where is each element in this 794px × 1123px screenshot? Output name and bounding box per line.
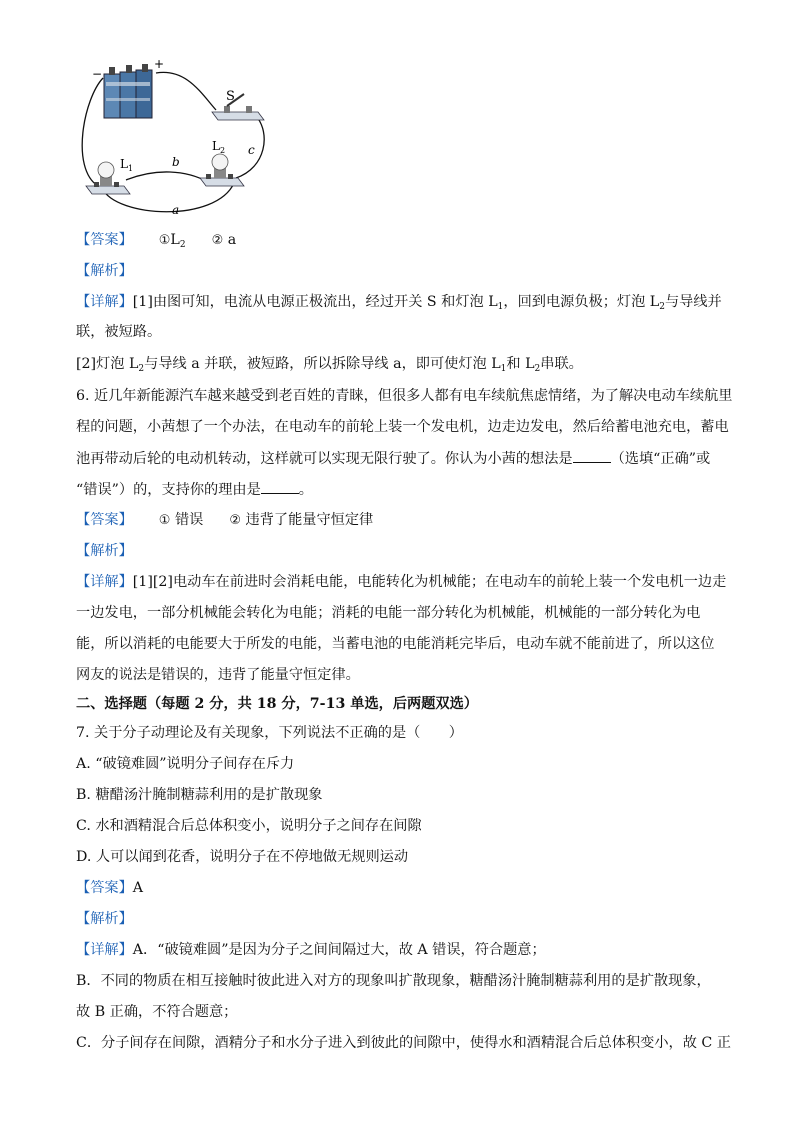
- q7-option-c: C. 水和酒精混合后总体积变小，说明分子之间存在间隙: [76, 818, 422, 834]
- q6-answer-1: ① 错误: [158, 512, 204, 528]
- q6-detail-line-1: 【详解】[1][2]电动车在前进时会消耗电能，电能转化为机械能；在电动车的前轮上装一个发电机一边走: [76, 574, 727, 590]
- l2-label: $L_2$: [212, 139, 226, 155]
- wire-a-label: a: [172, 203, 180, 217]
- battery: [104, 64, 152, 118]
- q5-detail-line-3: [2]灯泡 $L_2$与导线 a 并联，被短路，所以拆除导线 a，即可使灯泡 $L_1$和 $L_2$串联。: [76, 356, 583, 374]
- battery-minus-label: −: [92, 67, 103, 81]
- q7-option-b: B. 糖醋汤汁腌制糖蒜利用的是扩散现象: [76, 787, 323, 803]
- q6-answer-2: ② 违背了能量守恒定律: [229, 512, 374, 528]
- wire-c-label: c: [248, 143, 255, 157]
- answer-blank-2[interactable]: [261, 479, 299, 494]
- q7-option-d: D. 人可以闻到花香，说明分子在不停地做无规则运动: [76, 849, 409, 865]
- l1-label: $L_1$: [120, 157, 134, 173]
- answer-tag: 【答案】: [76, 232, 133, 248]
- q5-answer-1: $①L_2$: [158, 232, 186, 250]
- q6-detail-line-3: 能，所以消耗的电能要大于所发的电能，当蓄电池的电能消耗完毕后，电动车就不能前进了，所以这位: [76, 636, 715, 652]
- wire-b-label: b: [172, 155, 180, 169]
- q6-answer-line: 【答案】 ① 错误 ② 违背了能量守恒定律: [76, 510, 373, 531]
- q6-detail-line-4: 网友的说法是错误的，违背了能量守恒定律。: [76, 667, 360, 683]
- q7-stem: 7. 关于分子动理论及有关现象，下列说法不正确的是（ ）: [76, 725, 463, 741]
- q6-stem-line-2: 程的问题，小茜想了一个办法，在电动车的前轮上装一个发电机，边走边发电，然后给蓄电池充电，蓄电: [76, 419, 729, 435]
- q6-detail-line-2: 一边发电，一部分机械能会转化为电能；消耗的电能一部分转化为机械能，机械能的一部分转化为电: [76, 605, 701, 621]
- circuit-diagram: [76, 58, 276, 226]
- q7-detail-line-3: 故 B 正确，不符合题意；: [76, 1004, 238, 1020]
- q7-detail-line-1: 【详解】A．“破镜难圆”是因为分子之间间隔过大，故 A 错误，符合题意；: [76, 942, 546, 958]
- section-heading: 二、选择题（每题 2 分，共 18 分，7-13 单选，后两题双选）: [76, 696, 478, 712]
- q7-analysis-tag: 【解析】: [76, 911, 133, 927]
- q7-answer-line: 【答案】A: [76, 880, 144, 896]
- q6-stem-line-4: “错误”）的，支持你的理由是 。: [76, 479, 313, 500]
- q7-option-a: A. “破镜难圆”说明分子间存在斥力: [76, 756, 295, 772]
- q6-stem-line-1: 6. 近几年新能源汽车越来越受到老百姓的青睐，但很多人都有电车续航焦虑情绪，为了解决电动车续航里: [76, 388, 733, 404]
- q5-detail-line-1: 【详解】[1]由图可知，电流从电源正极流出，经过开关 S 和灯泡 $L_1$，回到电源负极；灯泡 $L_2$与导线并: [76, 294, 722, 312]
- q5-analysis-tag: 【解析】: [76, 263, 133, 279]
- q6-analysis-tag: 【解析】: [76, 543, 133, 559]
- q5-answer-line: [76, 230, 236, 251]
- answer-blank-1[interactable]: [573, 448, 611, 463]
- q5-detail-line-2: 联，被短路。: [76, 324, 162, 340]
- q6-stem-line-3: 池再带动后轮的电动机转动，这样就可以实现无限行驶了。你认为小茜的想法是 （选填“正确”或: [76, 448, 710, 469]
- q7-answer: A: [132, 880, 144, 896]
- q7-detail-line-2: B．不同的物质在相互接触时彼此进入对方的现象叫扩散现象，糖醋汤汁腌制糖蒜利用的是扩散现象，: [76, 973, 711, 989]
- lamp-l2: [200, 154, 244, 186]
- q7-detail-line-4: C．分子间存在间隙，酒精分子和水分子进入到彼此的间隙中，使得水和酒精混合后总体积变小，故 C 正: [76, 1035, 731, 1051]
- battery-plus-label: +: [154, 58, 165, 71]
- wire-battery-to-switch: [156, 72, 216, 110]
- q5-answer-2: ② a: [211, 232, 237, 248]
- switch-label: S: [226, 89, 235, 104]
- wire-b: [126, 172, 208, 182]
- switch: [212, 94, 264, 120]
